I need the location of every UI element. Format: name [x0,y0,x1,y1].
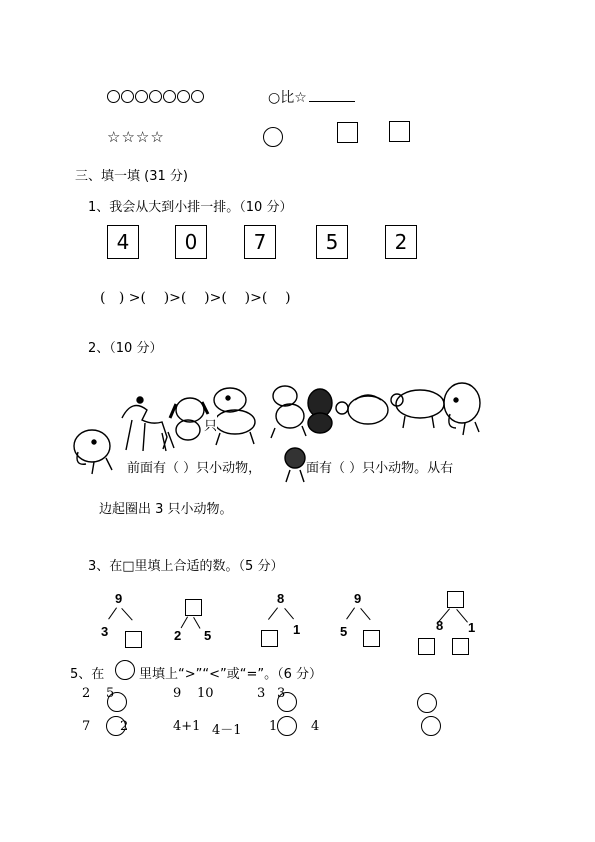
number-box: 7 [244,225,276,259]
cat-icon [308,389,332,433]
elephant-icon [74,430,112,474]
tree-left-number: 3 [101,624,109,639]
compare-label: ○比☆ [268,87,355,107]
compare-left-value: 3 [257,686,266,701]
circles-row [107,90,205,106]
question-5-title-start: 5、在 [70,667,105,682]
tree-answer-box[interactable] [185,599,202,616]
compare-answer-circle[interactable] [277,692,297,712]
answer-circle[interactable] [263,127,283,147]
answer-box[interactable] [337,122,358,143]
number-box: 2 [385,225,417,259]
animal-count-sentence-left: 前面有（ ）只小动物， [127,461,262,476]
circle-icon [121,90,134,103]
compare-left-value: 1 [269,719,278,734]
number-box: 4 [107,225,139,259]
cat-icon [285,448,305,482]
dog-icon [214,388,255,445]
circle-icon [163,90,176,103]
tree-right-number: 1 [468,620,476,635]
question-2-title: 2、（10 分） [88,341,163,356]
circle-icon [191,90,204,103]
tree-left-number: 8 [436,618,444,633]
stars-row: ☆☆☆☆ [107,128,165,146]
compare-answer-circle[interactable] [107,692,127,712]
compare-right-value: 4－1 [212,723,242,738]
tree-top-number: 9 [354,591,362,606]
section-heading: 三、填一填 (31 分) [75,169,188,184]
animal-count-fragment: 只 [204,415,217,434]
number-box: 5 [316,225,348,259]
turtle-icon [336,395,388,424]
tree-answer-box[interactable] [125,631,142,648]
dog-icon [170,398,208,440]
sheep-icon [391,390,444,428]
compare-left-value: 9 [173,686,182,701]
tree-answer-box[interactable] [447,591,464,608]
tree-right-number: 1 [293,622,301,637]
compare-right-value: 4 [311,719,320,734]
compare-answer-circle[interactable] [417,693,437,713]
circle-symbol [115,660,135,680]
question-5-title-end: 里填上“>”“<”或“=”。（6 分） [139,667,322,682]
tree-answer-box[interactable] [452,638,469,655]
compare-right-value: 10 [197,686,214,701]
circle-icon [149,90,162,103]
compare-right-value: 2 [120,719,129,734]
ordering-answer-row[interactable]: ( ) >( )>( )>( )>( ) [100,290,291,306]
animal-count-sentence-right: 面有（ ）只小动物。从右 [306,461,454,476]
circle-icon [107,90,120,103]
compare-left-value: 7 [82,719,91,734]
tree-top-number: 9 [115,591,123,606]
compare-answer-circle[interactable] [421,716,441,736]
horse-icon [122,397,174,451]
compare-left-value: 4+1 [173,719,201,734]
dog-icon [271,386,306,438]
question-1-title: 1、我会从大到小排一排。（10 分） [88,200,293,215]
tree-answer-box[interactable] [261,630,278,647]
compare-left-value: 2 [82,686,91,701]
elephant-icon [444,383,480,435]
tree-top-number: 8 [277,591,285,606]
question-3-title: 3、在□里填上合适的数。（5 分） [88,559,284,574]
circle-icon [177,90,190,103]
answer-box[interactable] [389,121,410,142]
circle-icon [135,90,148,103]
tree-answer-box[interactable] [418,638,435,655]
tree-left-number: 5 [340,624,348,639]
tree-left-number: 2 [174,628,182,643]
compare-right-value: 5 [106,686,115,701]
tree-answer-box[interactable] [363,630,380,647]
number-box: 0 [175,225,207,259]
tree-right-number: 5 [204,628,212,643]
circle-animals-instruction: 边起圈出 3 只小动物。 [99,502,233,517]
compare-right-value: 3 [277,686,286,701]
compare-answer-circle[interactable] [277,716,297,736]
